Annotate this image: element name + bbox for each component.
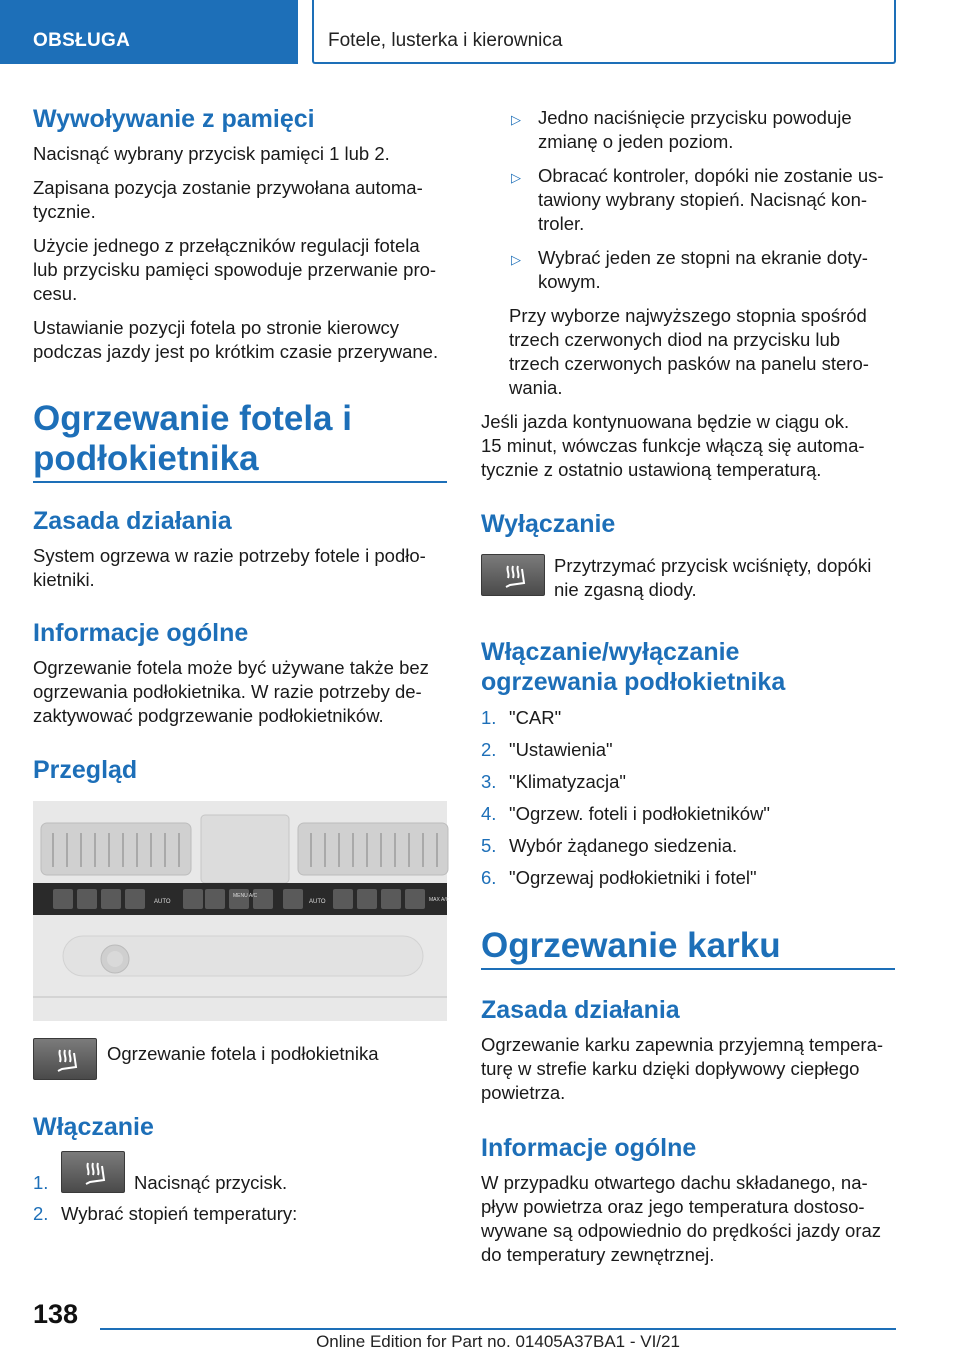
seat-heating-heading-line-1: Ogrzewanie fotela i xyxy=(33,399,352,438)
step-text: "Ustawienia" xyxy=(509,739,613,760)
off-seat-heating-button-icon xyxy=(481,554,545,596)
armrest-step-2 xyxy=(481,737,613,763)
bullet-1-line-2: zmianę o jeden poziom. xyxy=(538,131,734,152)
neck-principle-heading: Zasada działania xyxy=(481,996,680,1024)
continuation-line-1: Jeśli jazda kontynuowana będzie w ciągu ok. xyxy=(481,411,850,432)
page-number: 138 xyxy=(33,1299,79,1329)
step-text: "Ogrzewaj podłokietniki i fotel" xyxy=(509,867,757,888)
step-number: 3. xyxy=(481,771,497,792)
step-text: Wybór żądanego siedzenia. xyxy=(509,835,738,856)
principle-line-2: kietniki. xyxy=(33,569,95,590)
step-seat-heating-button-icon xyxy=(61,1151,125,1193)
step-2-text: Wybrać stopień temperatury: xyxy=(61,1203,298,1224)
step-number: 2. xyxy=(481,739,497,760)
chapter-tab xyxy=(312,0,896,64)
note-line-3: trzech czerwonych pasków na panelu stero‐ xyxy=(509,353,869,374)
armrest-step-4 xyxy=(481,801,770,827)
footer-rule xyxy=(100,1328,896,1330)
step-number: 4. xyxy=(481,803,497,824)
photo-label-menu: MENU A/C xyxy=(233,893,258,899)
neck-general-heading: Informacje ogólne xyxy=(481,1134,697,1162)
neck-principle-line-1: Ogrzewanie karku zapewnia przyjemną tempera‐ xyxy=(481,1034,884,1055)
neck-general-line-2: pływ powietrza oraz jego temperatura dostoso‐ xyxy=(481,1196,865,1217)
bullet-triangle-icon: ▷ xyxy=(511,252,521,267)
step-text: "Klimatyzacja" xyxy=(509,771,626,792)
neck-general-line-3: wywane są odpowiednio do prędkości jazdy oraz xyxy=(481,1220,882,1241)
neck-principle-line-3: powietrza. xyxy=(481,1082,566,1103)
memory-paragraph-4b: podczas jazdy jest po krótkim czasie przerywane. xyxy=(33,341,439,362)
step-number: 1. xyxy=(33,1172,49,1193)
seat-heat-icon xyxy=(52,1047,80,1073)
neck-general-line-1: W przypadku otwartego dachu składanego, na‐ xyxy=(481,1172,868,1193)
bullet-2-line-2: tawiony wybrany stopień. Nacisnąć kon‐ xyxy=(538,189,868,210)
switch-off-heading: Wyłączanie xyxy=(481,510,616,538)
step-number: 1. xyxy=(481,707,497,728)
bullet-2-line-1: Obracać kontroler, dopóki nie zostanie us‐ xyxy=(538,165,884,186)
step-text: "Ogrzew. foteli i podłokietników" xyxy=(509,803,770,824)
general-info-line-1: Ogrzewanie fotela może być używane także bez xyxy=(33,657,429,678)
step-number: 6. xyxy=(481,867,497,888)
heading-rule xyxy=(481,968,895,970)
edition-note: Online Edition for Part no. 01405A37BA1 - VI/21 xyxy=(316,1332,680,1351)
icon-caption: Ogrzewanie fotela i podłokietnika xyxy=(107,1043,379,1064)
memory-paragraph-2a: Zapisana pozycja zostanie przywołana automa‐ xyxy=(33,177,423,198)
armrest-step-6 xyxy=(481,865,757,891)
bullet-triangle-icon: ▷ xyxy=(511,170,521,185)
memory-paragraph-1: Nacisnąć wybrany przycisk pamięci 1 lub 2. xyxy=(33,143,390,164)
principle-line-1: System ogrzewa w razie potrzeby fotele i podło‐ xyxy=(33,545,426,566)
armrest-step-1 xyxy=(481,705,561,731)
general-info-line-3: zaktywować podgrzewanie podłokietników. xyxy=(33,705,384,726)
control-panel-illustration xyxy=(33,801,450,1021)
step-number: 5. xyxy=(481,835,497,856)
memory-heading: Wywoływanie z pamięci xyxy=(33,105,315,133)
bullet-3-line-2: kowym. xyxy=(538,271,601,292)
overview-heading: Przegląd xyxy=(33,756,138,784)
armrest-step-5 xyxy=(481,833,737,859)
armrest-heading-line-2: ogrzewania podłokietnika xyxy=(481,668,786,696)
principle-heading: Zasada działania xyxy=(33,507,232,535)
section-tab xyxy=(0,0,298,64)
heading-rule xyxy=(33,481,447,483)
step-1-text: Nacisnąć przycisk. xyxy=(134,1172,288,1193)
note-line-4: wania. xyxy=(509,377,563,398)
neck-heating-heading: Ogrzewanie karku xyxy=(481,926,781,965)
switch-on-step-1 xyxy=(33,1170,61,1196)
armrest-heading-line-1: Włączanie/wyłączanie xyxy=(481,638,740,666)
seat-heating-heading-line-2: podłokietnika xyxy=(33,439,259,478)
continuation-line-3: tycznie z ostatnio ustawioną temperaturą. xyxy=(481,459,822,480)
seat-heat-icon xyxy=(80,1160,108,1186)
photo-label-auto-left: AUTO xyxy=(154,899,171,905)
bullet-2-line-3: troler. xyxy=(538,213,585,234)
memory-paragraph-4a: Ustawianie pozycji fotela po stronie kierowcy xyxy=(33,317,400,338)
memory-paragraph-2b: tycznie. xyxy=(33,201,96,222)
neck-principle-line-2: turę w strefie karku dzięki dopływowy ciepłego xyxy=(481,1058,860,1079)
switch-on-step-2 xyxy=(33,1201,297,1227)
neck-general-line-4: do temperatury zewnętrznej. xyxy=(481,1244,715,1265)
photo-label-auto-right: AUTO xyxy=(309,899,326,905)
step-text: "CAR" xyxy=(509,707,562,728)
general-info-line-2: ogrzewania podłokietnika. W razie potrzeby de‐ xyxy=(33,681,422,702)
bullet-1-line-1: Jedno naciśnięcie przycisku powoduje xyxy=(538,107,852,128)
memory-paragraph-3a: Użycie jednego z przełączników regulacji fotela xyxy=(33,235,420,256)
note-line-2: trzech czerwonych diod na przycisku lub xyxy=(509,329,841,350)
seat-heating-button-icon xyxy=(33,1038,97,1080)
bullet-triangle-icon: ▷ xyxy=(511,112,521,127)
switch-on-heading: Włączanie xyxy=(33,1113,154,1141)
memory-paragraph-3c: cesu. xyxy=(33,283,78,304)
chapter-title: Fotele, lusterka i kierownica xyxy=(328,30,563,51)
seat-heat-icon xyxy=(500,563,528,589)
bullet-3-line-1: Wybrać jeden ze stopni na ekranie doty‐ xyxy=(538,247,868,268)
control-panel-photo xyxy=(33,801,450,1021)
continuation-line-2: 15 minut, wówczas funkcje włączą się automa‐ xyxy=(481,435,865,456)
switch-off-line-2: nie zgasną diody. xyxy=(554,579,697,600)
switch-off-line-1: Przytrzymać przycisk wciśnięty, dopóki xyxy=(554,555,872,576)
photo-label-max: MAX A/C xyxy=(429,897,450,903)
section-title: OBSŁUGA xyxy=(33,30,131,51)
general-info-heading: Informacje ogólne xyxy=(33,619,249,647)
memory-paragraph-3b: lub przycisku pamięci spowoduje przerwanie pro‐ xyxy=(33,259,437,280)
armrest-step-3 xyxy=(481,769,626,795)
note-line-1: Przy wyborze najwyższego stopnia spośród xyxy=(509,305,867,326)
step-number: 2. xyxy=(33,1203,49,1224)
